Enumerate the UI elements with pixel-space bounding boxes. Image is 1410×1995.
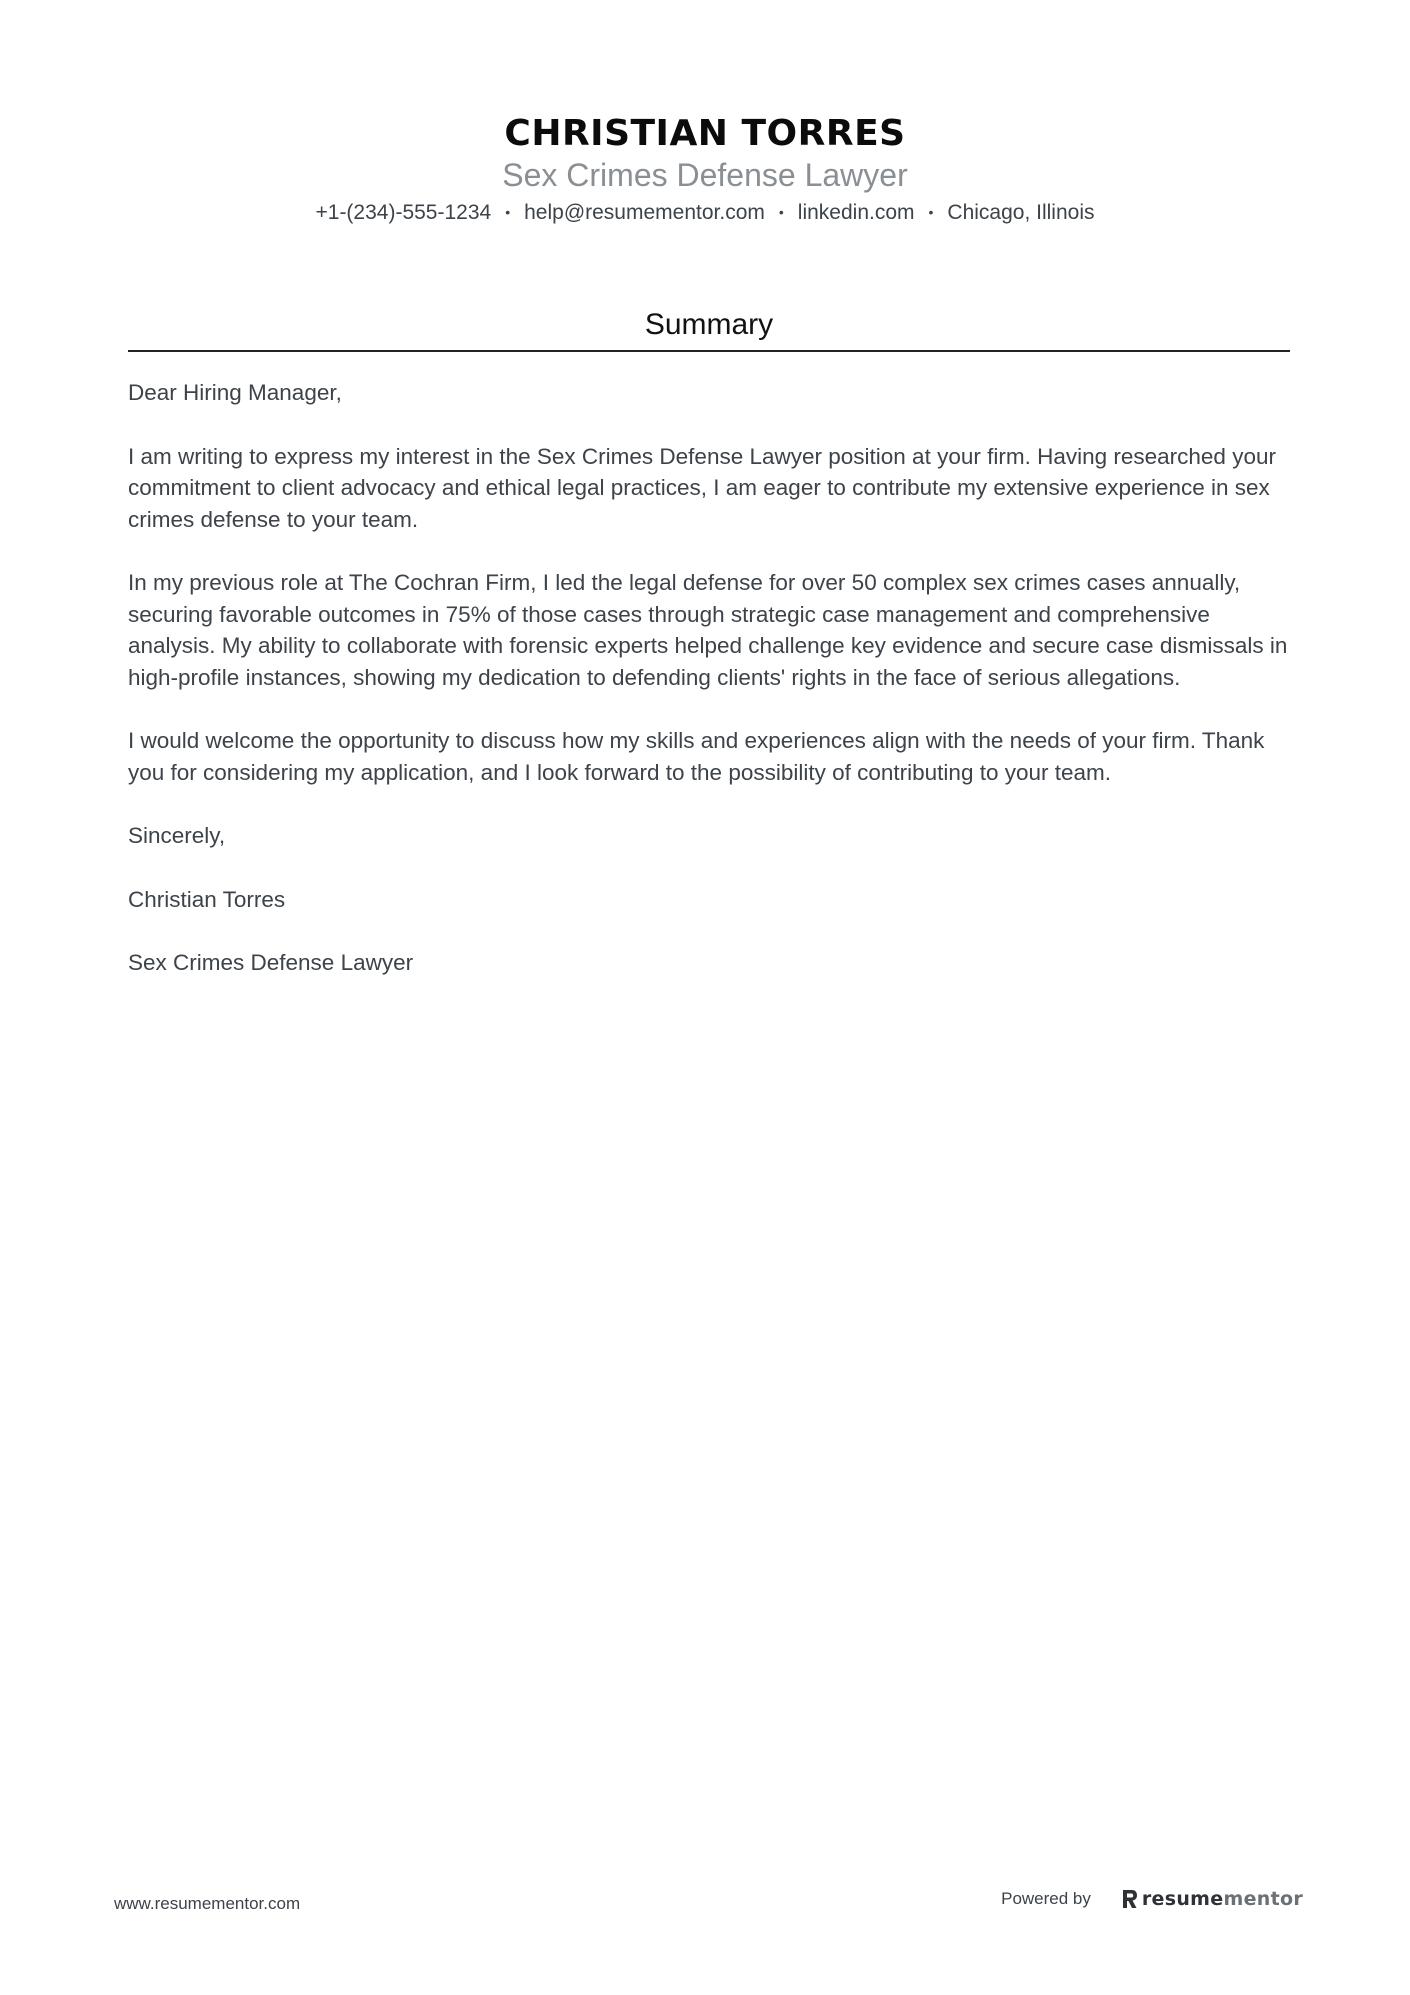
letter-body [128,377,1298,1011]
letter-salutation: Dear Hiring Manager, [128,380,342,405]
contact-linkedin: linkedin.com [797,201,915,224]
letter-closing: Sincerely, [128,823,226,848]
section-heading-summary: Summary [644,308,774,341]
contact-separator: • [778,204,784,220]
section-divider [128,350,1290,352]
footer-website[interactable]: www.resumementor.com [114,1894,301,1913]
letter-paragraph-1: I am writing to express my interest in the Sex Crimes Defense Lawyer position at your firm. Having researched your commitment to client advocacy and ethical legal practices, I am eager to contribute my extensive experience in sex crimes defense to your team. [128,443,1276,532]
contact-separator: • [928,204,934,220]
applicant-job-title: Sex Crimes Defense Lawyer [502,157,908,193]
applicant-name: CHRISTIAN TORRES [504,113,906,154]
letter-paragraph-2: In my previous role at The Cochran Firm, I led the legal defense for over 50 complex sex crimes cases annually, securing favorable outcomes in 75% of those cases through strategic case management and comprehensive analysis. My ability to collaborate with forensic experts helped challenge key evidence and secure case dismissals in high-profile instances, showing my dedication to defending clients' rights in the face of serious allegations. [128,570,1288,690]
letter-header [0,112,1410,227]
logo-text-resume: resume [1141,1888,1224,1910]
powered-by-label: Powered by [1001,1889,1091,1908]
resumementor-logo-icon [1121,1888,1139,1910]
signature-title: Sex Crimes Defense Lawyer [128,950,414,975]
logo-text-mentor: mentor [1223,1888,1303,1910]
signature-name: Christian Torres [128,886,286,912]
contact-separator: • [505,204,511,220]
contact-info [0,198,1410,227]
footer-branding [1001,1888,1303,1910]
contact-email: help@resumementor.com [524,201,765,224]
contact-location: Chicago, Illinois [947,201,1095,224]
resumementor-logo[interactable] [1121,1888,1303,1910]
contact-phone: +1-(234)-555-1234 [315,201,492,224]
letter-paragraph-3: I would welcome the opportunity to discuss how my skills and experiences align with the needs of your firm. Thank you for considering my application, and I look forward to the possibility of contributing to your team. [128,728,1265,785]
